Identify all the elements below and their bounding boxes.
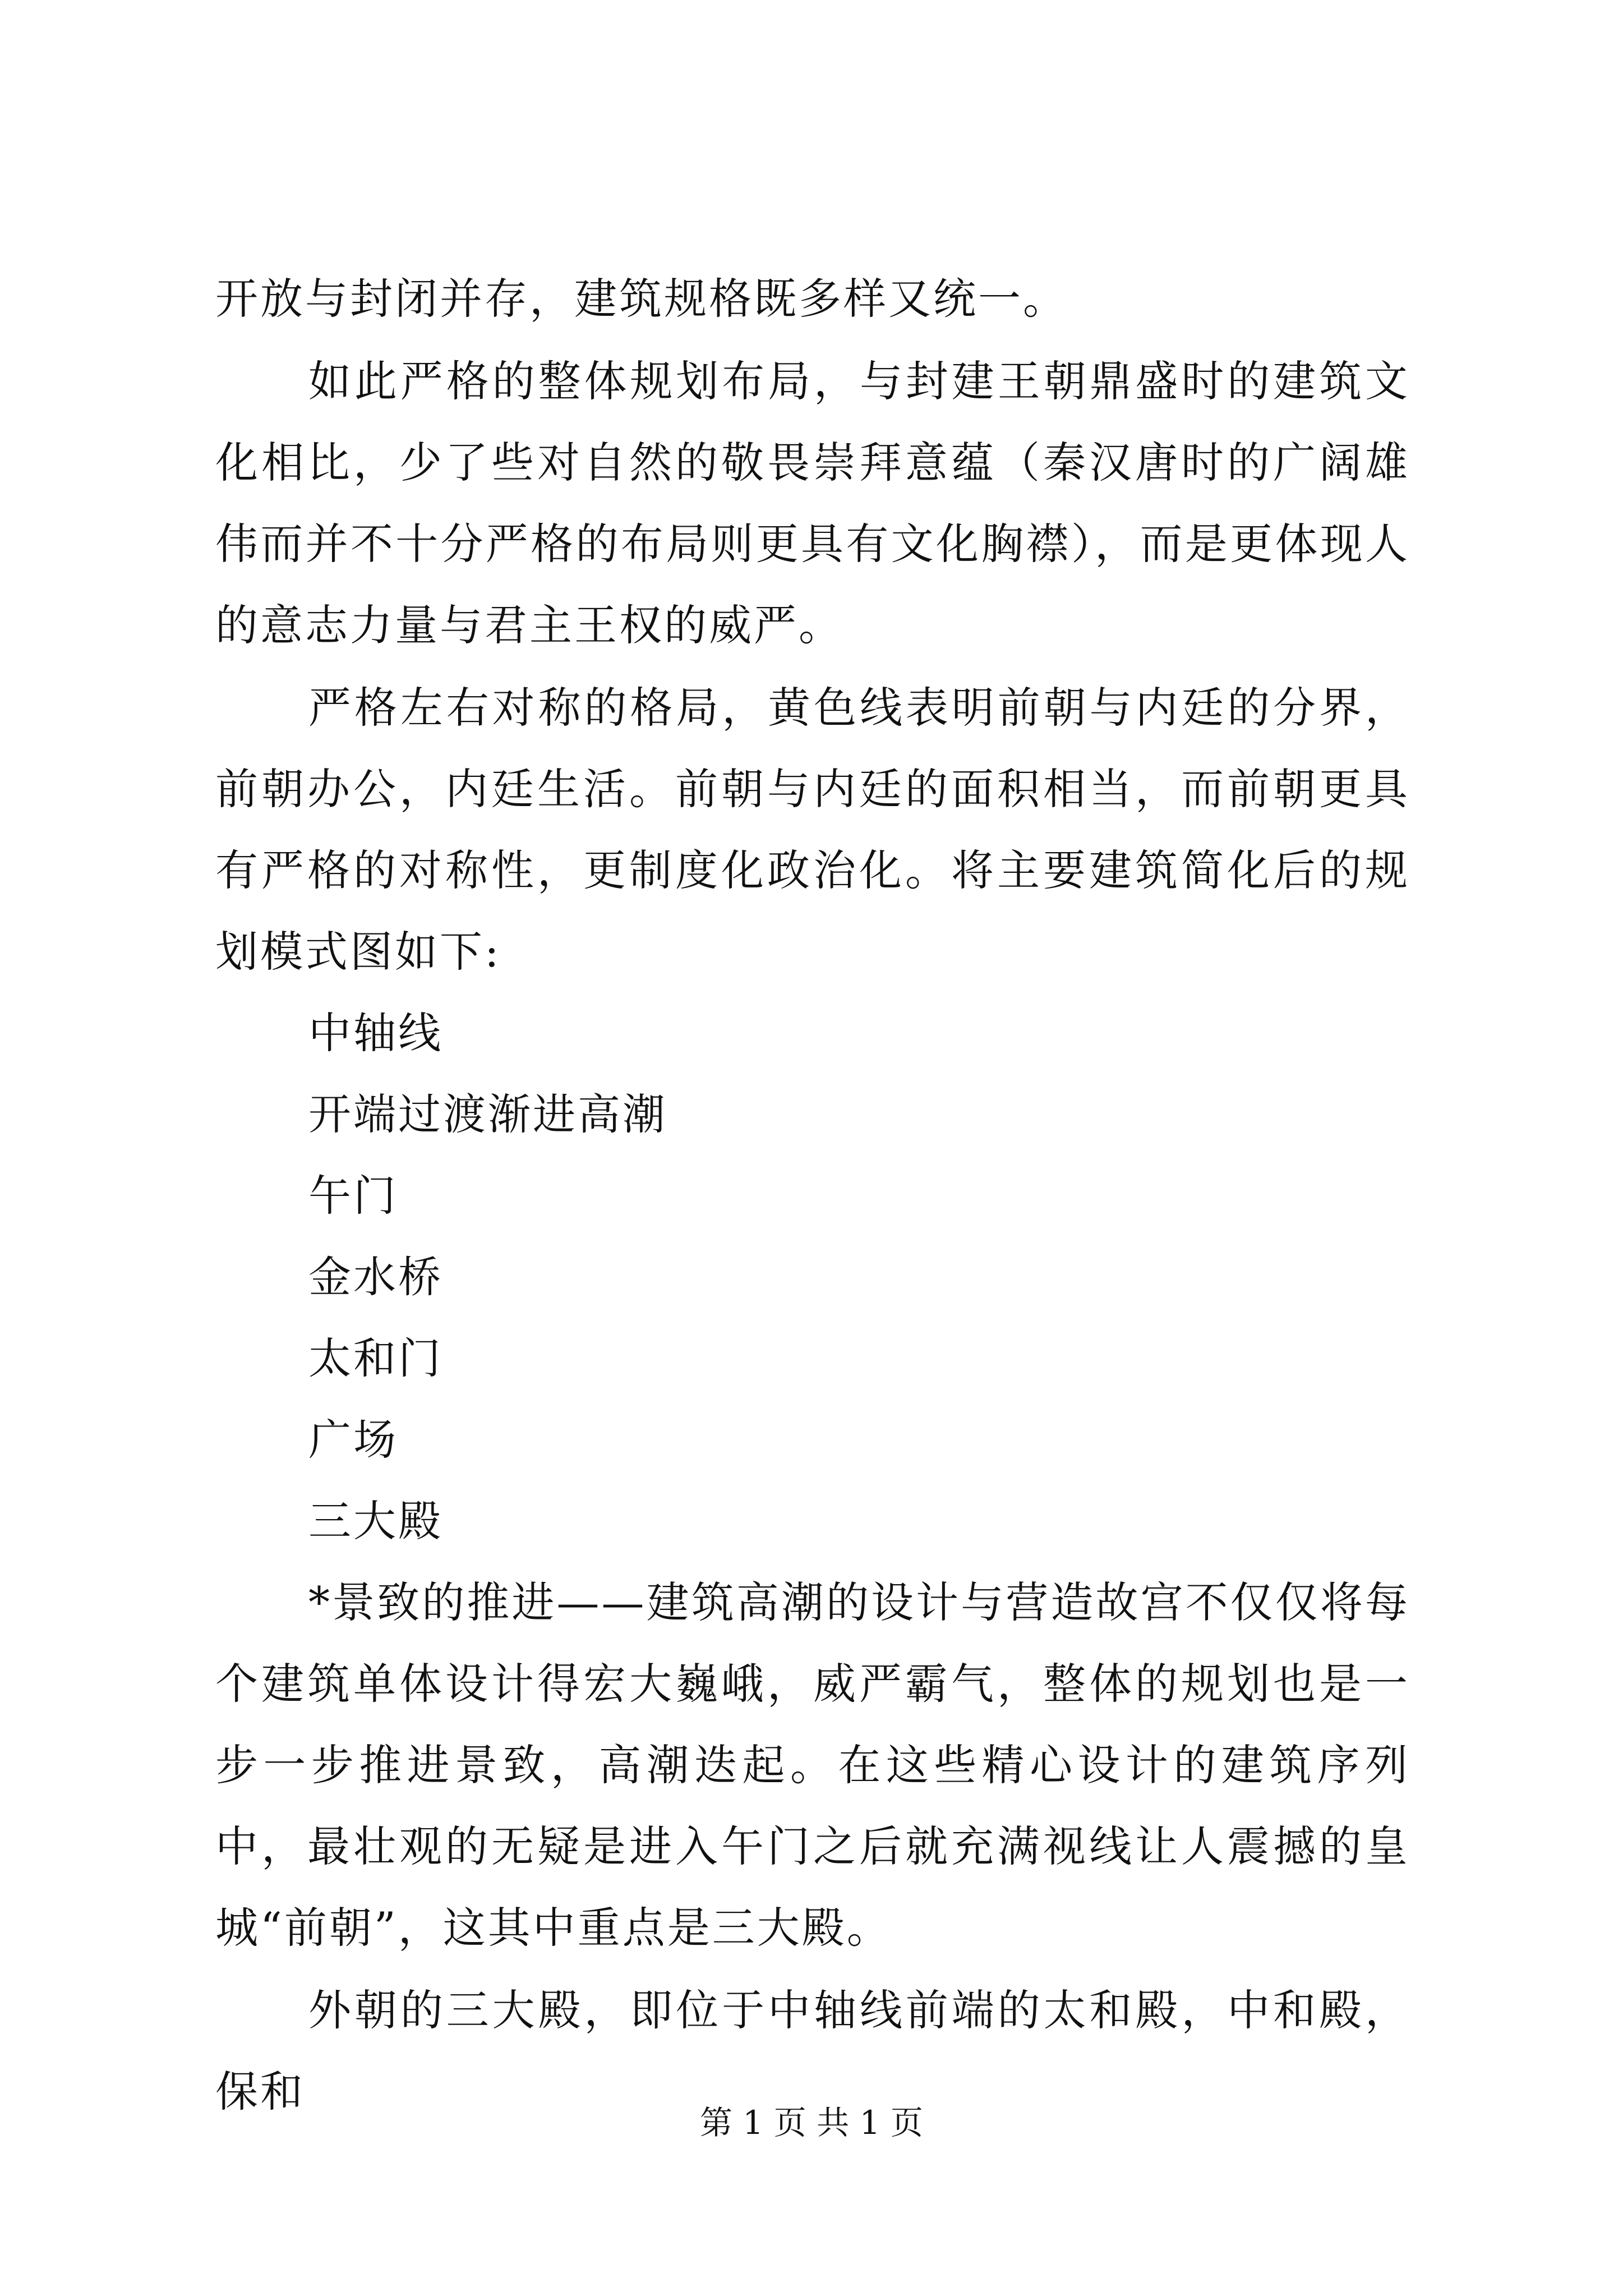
paragraph-3: 严格左右对称的格局，黄色线表明前朝与内廷的分界，前朝办公，内廷生活。前朝与内廷的面积相当，而前朝更具有严格的对称性，更制度化政治化。将主要建筑简化后的规划模式图如下:: [215, 683, 1410, 977]
outline-item-square: 广场: [308, 1415, 398, 1465]
page-number-label: 第 1 页 共 1 页: [700, 2104, 923, 2142]
outline-item-axis: 中轴线: [308, 1008, 443, 1058]
outline-item-three-halls: 三大殿: [308, 1496, 443, 1546]
paragraph-4: *景致的推进——建筑高潮的设计与营造故宫不仅仅将每个建筑单体设计得宏大巍峨，威严霸气，整体的规划也是一步一步推进景致，高潮迭起。在这些精心设计的建筑序列中，最壮观的无疑是进入午门之后就充满视线让人震撼的皇城“前朝”，这其中重点是三大殿。: [215, 1577, 1410, 1953]
outline-item-wumen: 午门: [308, 1171, 398, 1221]
page-footer: [0, 2100, 1623, 2145]
document-body: [215, 258, 1410, 2132]
paragraph-2: 如此严格的整体规划布局，与封建王朝鼎盛时的建筑文化相比，少了些对自然的敬畏崇拜意蕴（秦汉唐时的广阔雄伟而并不十分严格的布局则更具有文化胸襟），而是更体现人的意志力量与君主王权的威严。: [215, 356, 1410, 650]
outline-item-jinshuiqiao: 金水桥: [308, 1252, 443, 1302]
paragraph-5: 外朝的三大殿，即位于中轴线前端的太和殿，中和殿，保和: [215, 1985, 1410, 2116]
outline-item-taihemen: 太和门: [308, 1333, 443, 1383]
outline-item-sequence: 开端过渡渐进高潮: [308, 1089, 667, 1139]
paragraph-1: 开放与封闭并存，建筑规格既多样又统一。: [215, 274, 1068, 324]
